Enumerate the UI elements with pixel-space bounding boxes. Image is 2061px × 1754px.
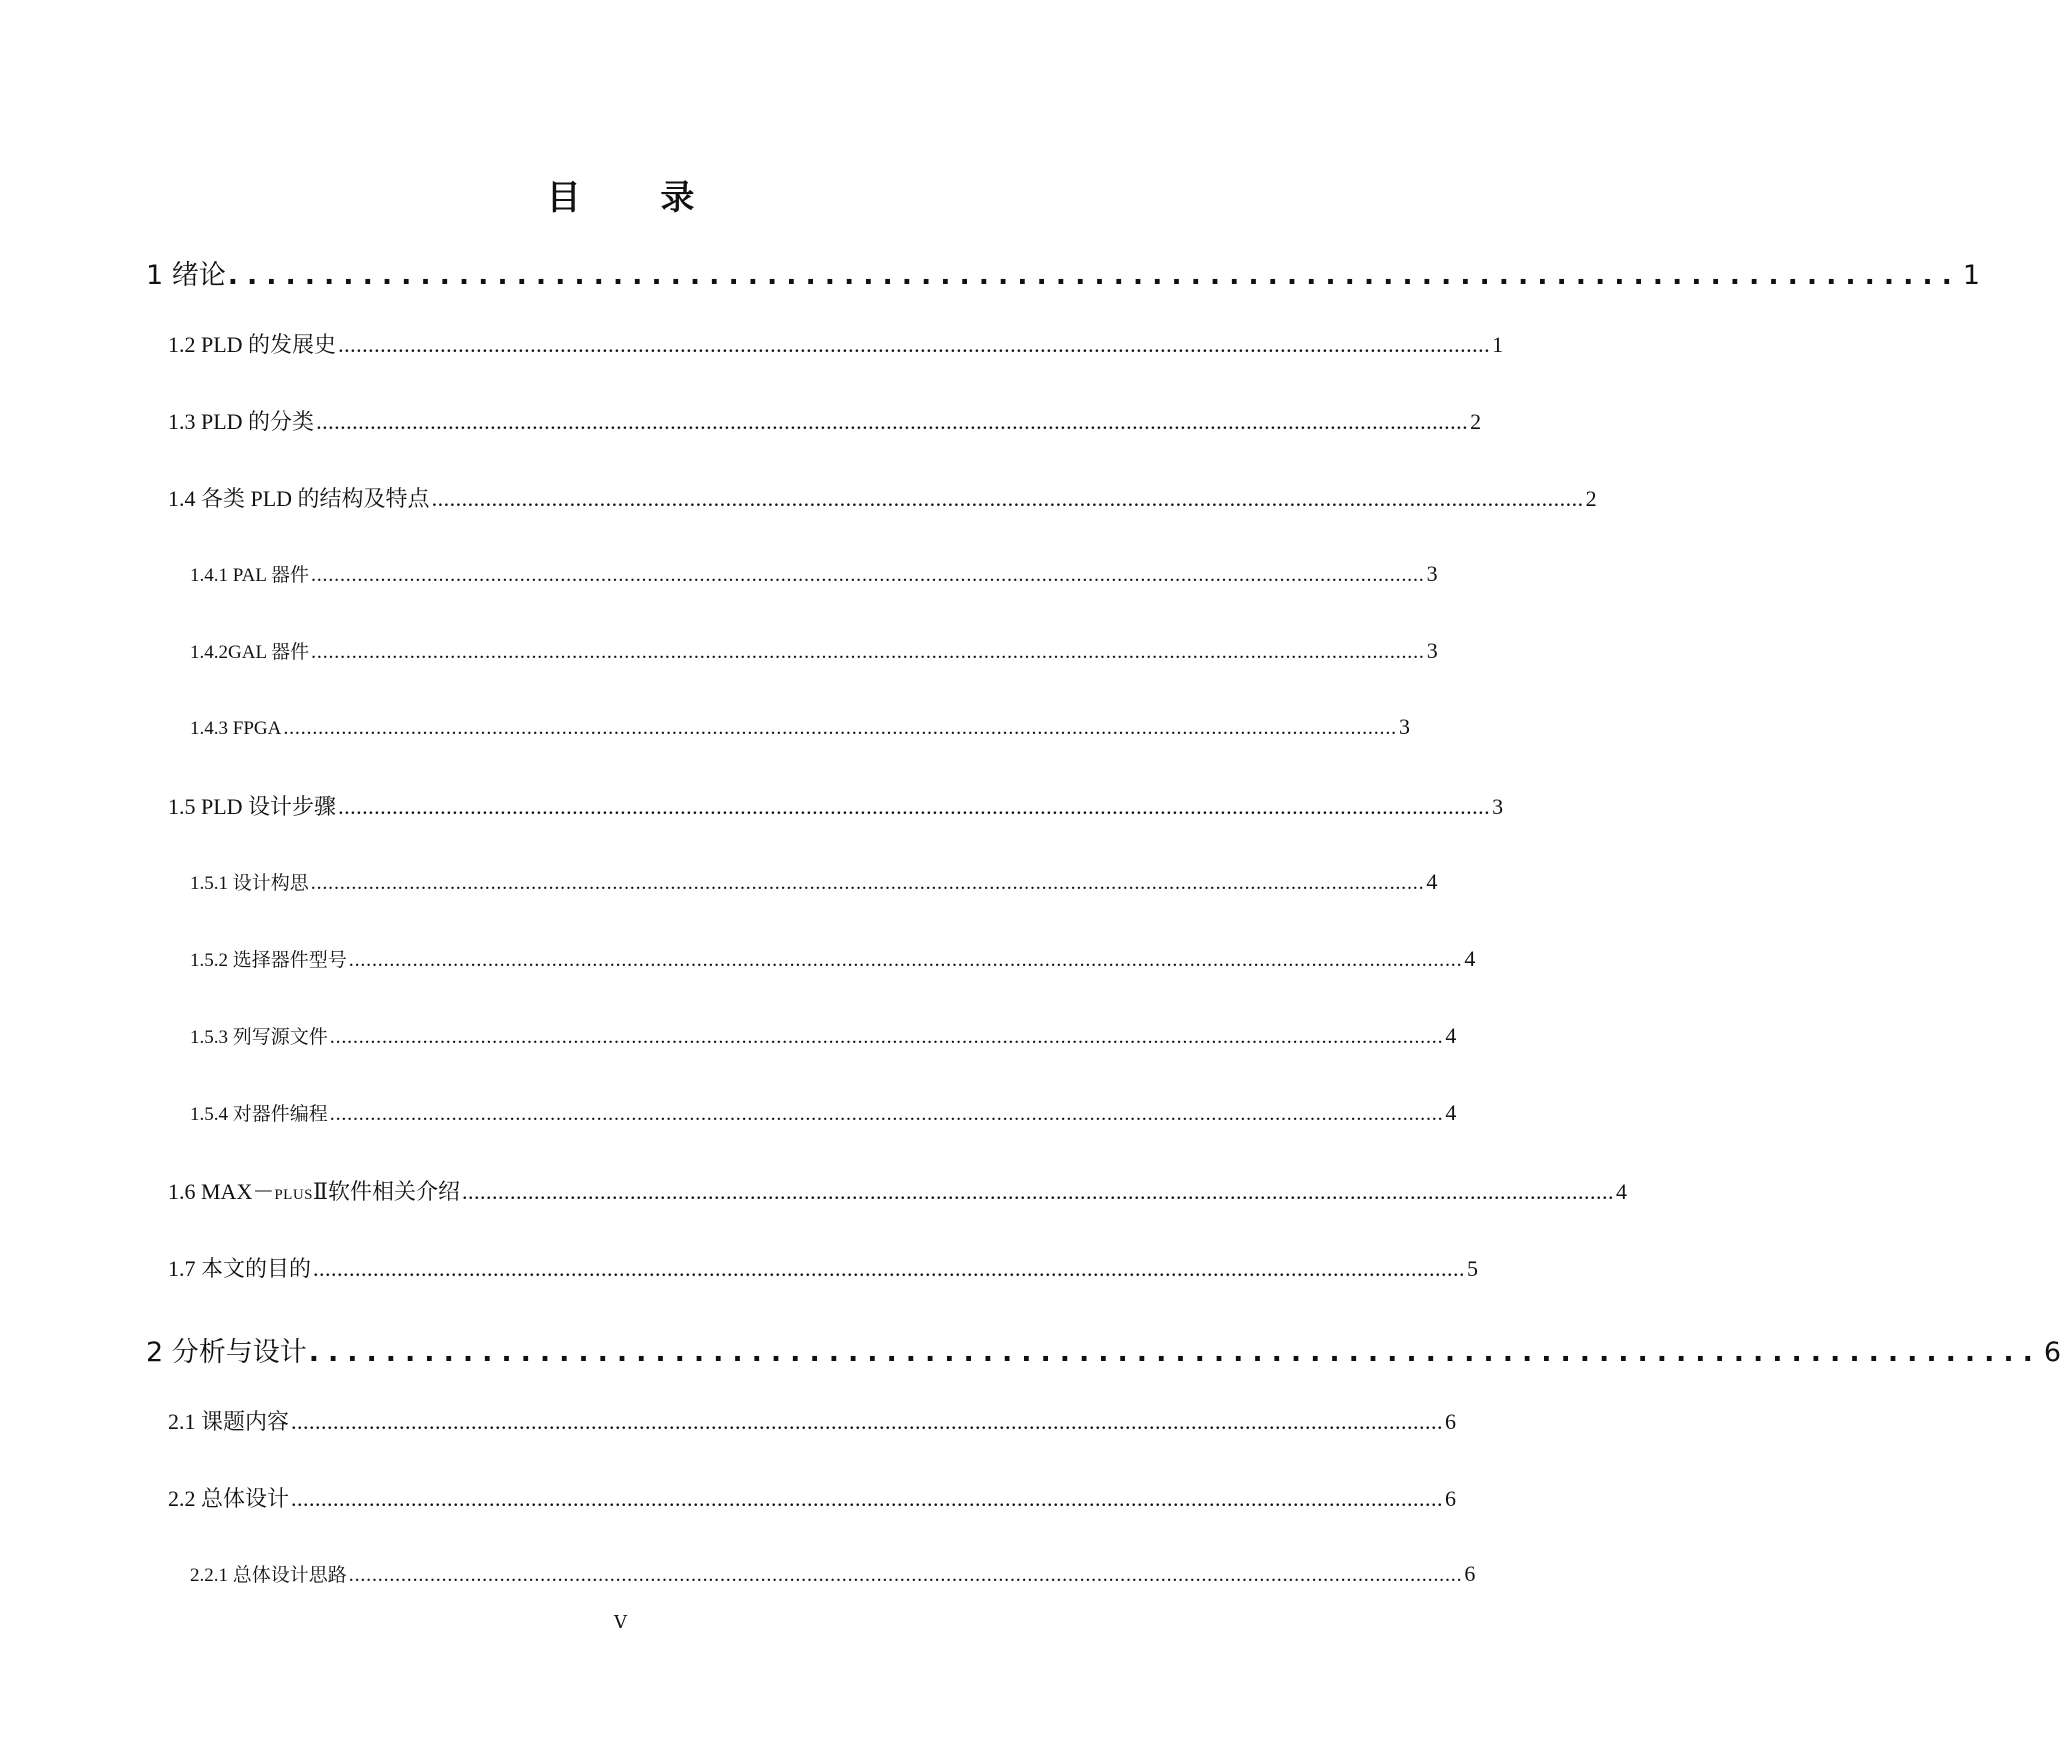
toc-entry-2-2[interactable] xyxy=(168,1482,1457,1512)
dot-leader: ................................................................................................................................................................................................ xyxy=(310,564,1425,586)
toc-entry-1-4-3[interactable] xyxy=(190,714,1410,742)
toc-entry-chapter-1[interactable] xyxy=(146,253,1981,291)
label-prefix: 1.6 MAX－ xyxy=(168,1179,275,1204)
toc-entry-page: 3 xyxy=(1426,561,1438,586)
dot-leader: ................................................................................................................................................................................................ xyxy=(313,1256,1466,1281)
dot-leader: ................................................................................................................................................................................................ xyxy=(462,1179,1614,1204)
toc-entry-label: 1.3 PLD 的分类 xyxy=(168,409,315,434)
toc-entry-1-2[interactable] xyxy=(168,328,1504,358)
page-title: 目 录 xyxy=(546,178,729,218)
dot-leader: .......................................................................................... xyxy=(308,1337,2042,1368)
label-smallcaps: PLUS xyxy=(274,1187,314,1203)
dot-leader: ................................................................................................................................................................................................ xyxy=(283,717,1397,739)
toc-entry-page: 3 xyxy=(1398,714,1410,739)
toc-entry-1-5-3[interactable] xyxy=(190,1022,1457,1050)
toc-entry-page: 1 xyxy=(1492,332,1504,357)
toc-entry-1-5-2[interactable] xyxy=(190,945,1476,973)
toc-entry-page: 4 xyxy=(1445,1023,1457,1048)
toc-entry-page: 4 xyxy=(1616,1179,1627,1204)
toc-entry-label: 1.4.1 PAL 器件 xyxy=(190,565,309,586)
toc-entry-1-5[interactable] xyxy=(168,790,1504,820)
toc-entry-1-6[interactable] xyxy=(168,1175,1627,1205)
toc-entry-label: 1.4 各类 PLD 的结构及特点 xyxy=(168,486,430,511)
toc-entry-2-2-1[interactable] xyxy=(190,1560,1476,1588)
toc-entry-page: 3 xyxy=(1492,794,1504,819)
dot-leader: ................................................................................................................................................................................................ xyxy=(329,1026,1444,1048)
toc-entry-label: 1.5.1 设计构思 xyxy=(190,873,309,894)
toc-entry-label: 2.2 总体设计 xyxy=(168,1486,290,1511)
toc-entry-page: 4 xyxy=(1445,1100,1457,1125)
toc-entry-page: 6 xyxy=(1445,1409,1457,1434)
toc-entry-1-3[interactable] xyxy=(168,405,1482,435)
toc-entry-page: 2 xyxy=(1470,409,1482,434)
toc-entry-label: 2 分析与设计 xyxy=(146,1337,307,1368)
dot-leader: ................................................................................................................................................................................................ xyxy=(311,641,1425,663)
dot-leader: ................................................................................................................................................................................................ xyxy=(431,486,1584,511)
toc-entry-label: 1.5.2 选择器件型号 xyxy=(190,950,347,971)
toc-entry-page: 2 xyxy=(1585,486,1597,511)
toc-entry-label: 1.4.3 FPGA xyxy=(190,718,282,739)
toc-entry-label: 1.7 本文的目的 xyxy=(168,1256,312,1281)
dot-leader: ................................................................................................................................................................................................ xyxy=(291,1409,1444,1434)
toc-entry-label: 2.1 课题内容 xyxy=(168,1409,290,1434)
toc-entry-label: 1 绪论 xyxy=(146,260,226,291)
toc-entry-1-4-2[interactable] xyxy=(190,637,1438,665)
dot-leader: ................................................................................................................................................................................................ xyxy=(348,949,1463,971)
toc-entry-page: 4 xyxy=(1464,946,1476,971)
toc-entry-1-5-4[interactable] xyxy=(190,1099,1457,1127)
dot-leader: .......................................................................................... xyxy=(227,260,1961,291)
toc-entry-label: 1.5.4 对器件编程 xyxy=(190,1104,328,1125)
toc-entry-page: 6 xyxy=(1445,1486,1457,1511)
toc-entry-page: 5 xyxy=(1467,1256,1479,1281)
label-suffix: Ⅱ软件相关介绍 xyxy=(313,1179,460,1204)
toc-entry-1-7[interactable] xyxy=(168,1252,1479,1282)
dot-leader: ................................................................................................................................................................................................ xyxy=(348,1564,1463,1586)
dot-leader: ................................................................................................................................................................................................ xyxy=(291,1486,1444,1511)
toc-entry-page: 6 xyxy=(2043,1337,2061,1368)
dot-leader: ................................................................................................................................................................................................ xyxy=(329,1103,1444,1125)
toc-entry-chapter-2[interactable] xyxy=(146,1330,2061,1368)
toc-entry-label: 1.5.3 列写源文件 xyxy=(190,1027,328,1048)
toc-entry-2-1[interactable] xyxy=(168,1405,1457,1435)
dot-leader: ................................................................................................................................................................................................ xyxy=(310,872,1425,894)
toc-entry-page: 6 xyxy=(1464,1561,1476,1586)
toc-entry-label: 2.2.1 总体设计思路 xyxy=(190,1565,347,1586)
dot-leader: ................................................................................................................................................................................................ xyxy=(316,409,1469,434)
footer-page-number: V xyxy=(614,1612,627,1633)
dot-leader: ................................................................................................................................................................................................ xyxy=(338,332,1491,357)
dot-leader: ................................................................................................................................................................................................ xyxy=(338,794,1491,819)
toc-entry-1-4-1[interactable] xyxy=(190,560,1438,588)
toc-entry-page: 1 xyxy=(1962,260,1981,291)
toc-entry-page: 3 xyxy=(1426,638,1438,663)
toc-entry-label: 1.5 PLD 设计步骤 xyxy=(168,794,337,819)
toc-entry-label: 1.2 PLD 的发展史 xyxy=(168,332,337,357)
toc-entry-1-4[interactable] xyxy=(168,482,1597,512)
toc-entry-label xyxy=(168,1175,460,1206)
toc-entry-page: 4 xyxy=(1426,869,1438,894)
toc-entry-label: 1.4.2GAL 器件 xyxy=(190,642,310,663)
toc-entry-1-5-1[interactable] xyxy=(190,868,1438,896)
